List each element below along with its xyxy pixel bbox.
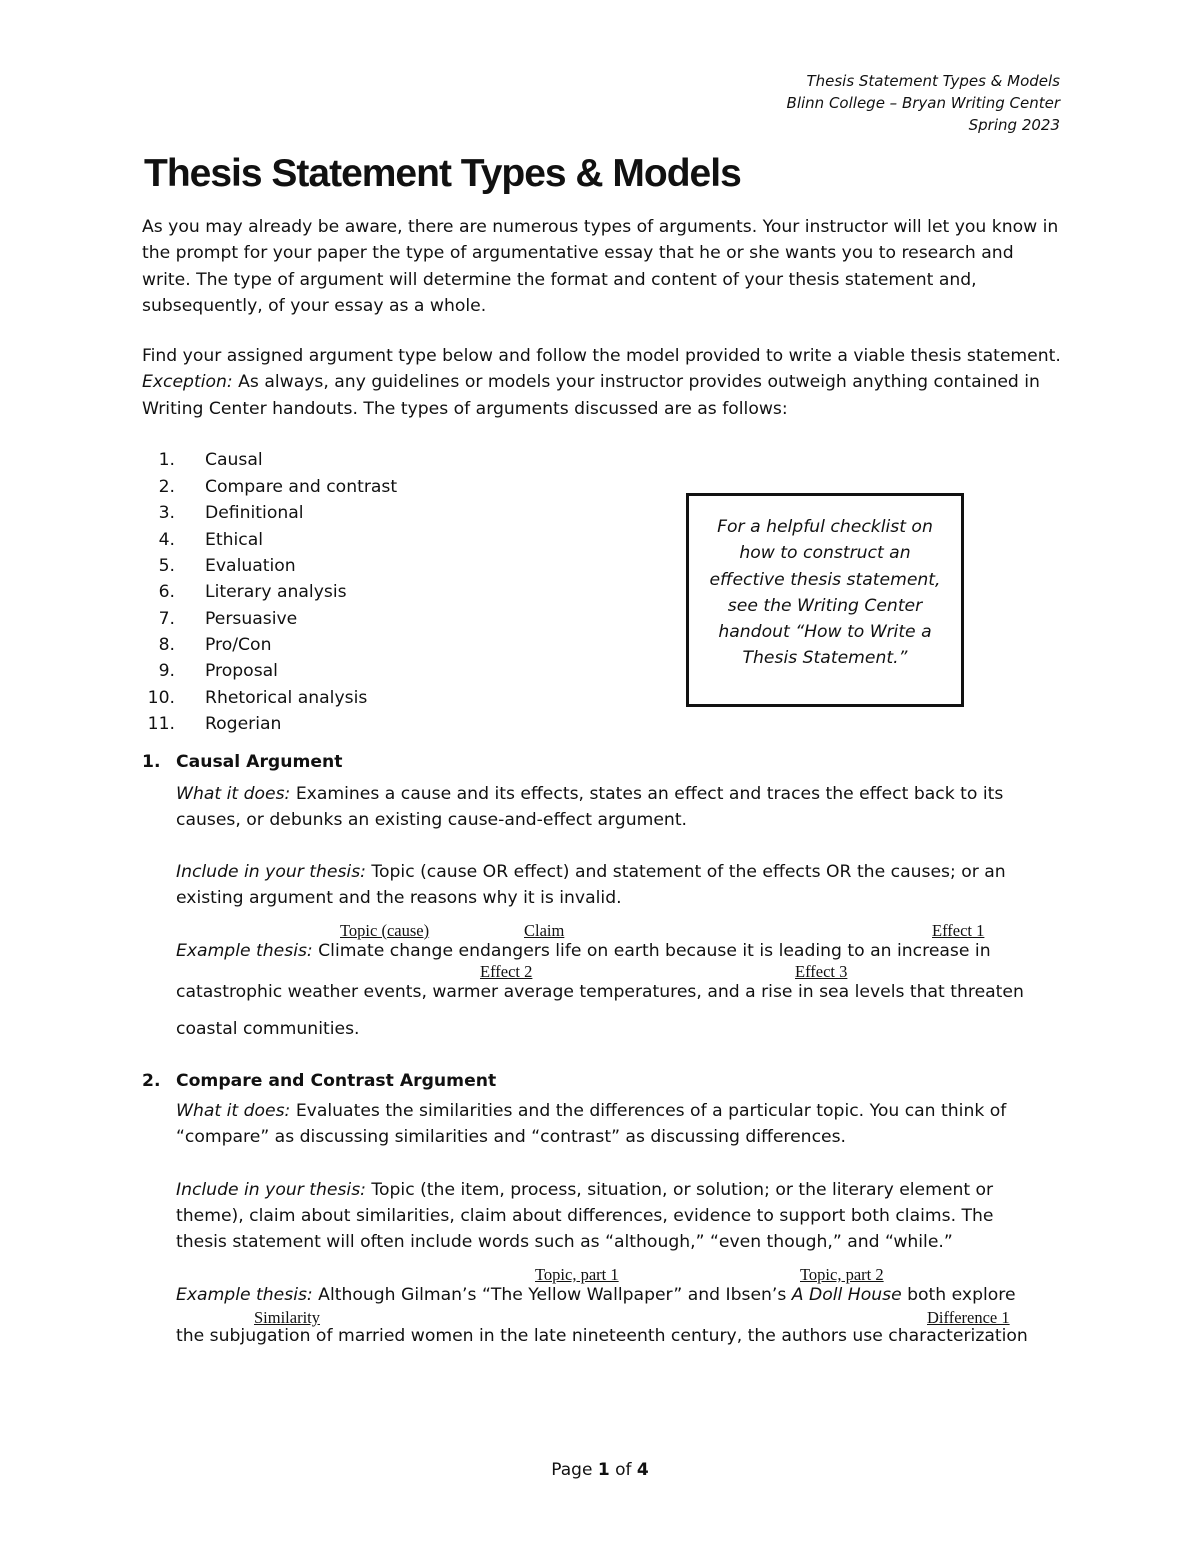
causal-what-line-1: What it does: Examines a cause and its effects, states an effect and traces the effect back to its — [176, 784, 1004, 804]
list-item: 1. Causal — [158, 450, 263, 470]
annotation-topic-part-1: Topic, part 1 — [535, 1265, 619, 1284]
callout-line: handout “How to Write a — [718, 622, 932, 643]
list-item: 6. Literary analysis — [158, 582, 347, 602]
callout-line: effective thesis statement, — [709, 569, 941, 590]
list-item: 4. Ethical — [158, 530, 264, 550]
header-term: Spring 2023 — [968, 116, 1060, 134]
header-institution: Blinn College – Bryan Writing Center — [786, 94, 1060, 112]
checklist-callout-box — [686, 493, 964, 707]
instructions-text-2: As always, any guidelines or models your instructor provides outweigh anything contained in Writing Center handouts. The types of arguments discussed are as follows: — [142, 372, 1040, 419]
list-item: 11. Rogerian — [147, 714, 282, 734]
callout-line: see the Writing Center — [727, 595, 923, 616]
compare-section-heading: 2. Compare and Contrast Argument — [142, 1071, 497, 1091]
list-item: 2. Compare and contrast — [158, 477, 398, 497]
compare-what-line-2: “compare” as discussing similarities and “contrast” as discussing differences. — [176, 1127, 847, 1147]
compare-include-line-1: Include in your thesis: Topic (the item, process, situation, or solution; or the literary element or — [176, 1180, 994, 1200]
causal-example-line-2: catastrophic weather events, warmer average temperatures, and a rise in sea levels that threaten — [176, 982, 1024, 1002]
page-footer: Page 1 of 4 — [551, 1460, 649, 1480]
page-title: Thesis Statement Types & Models — [144, 152, 741, 195]
annotation-topic-cause: Topic (cause) — [340, 921, 430, 940]
list-item: 7. Persuasive — [158, 609, 298, 629]
annotation-similarity: Similarity — [254, 1308, 320, 1327]
total-pages: 4 — [636, 1460, 649, 1480]
intro-paragraph: As you may already be aware, there are numerous types of arguments. Your instructor will let you know in the prompt for your paper the type of argumentative essay that he or she wants you to research and write. The type of argument will determine the format and content of your thesis statement and, subsequently, of your essay as a whole. — [142, 217, 1059, 317]
causal-example-line-1: Example thesis: Climate change endangers life on earth because it is leading to an increase in — [176, 941, 991, 961]
causal-example-line-3: coastal communities. — [176, 1019, 360, 1039]
current-page-number: 1 — [597, 1460, 610, 1480]
compare-include-line-3: thesis statement will often include words such as “although,” “even though,” and “while.” — [176, 1232, 953, 1252]
list-item: 10. Rhetorical analysis — [147, 688, 368, 708]
annotation-effect-2: Effect 2 — [480, 962, 533, 981]
compare-include-line-2: theme), claim about similarities, claim about differences, evidence to support both claims. The — [176, 1206, 994, 1226]
list-item: 3. Definitional — [158, 503, 304, 523]
instructions-text-1: Find your assigned argument type below and follow the model provided to write a viable thesis statement. — [142, 346, 1061, 366]
compare-example-line-1: Example thesis: Although Gilman’s “The Yellow Wallpaper” and Ibsen’s A Doll House both explore — [176, 1285, 1016, 1305]
list-item: 9. Proposal — [158, 661, 278, 681]
annotation-claim: Claim — [524, 921, 565, 940]
causal-include-line-1: Include in your thesis: Topic (cause OR effect) and statement of the effects OR the causes; or an — [176, 862, 1006, 882]
running-header — [787, 70, 1060, 136]
annotation-effect-3: Effect 3 — [795, 962, 848, 981]
causal-include-line-2: existing argument and the reasons why it is invalid. — [176, 888, 622, 908]
compare-what-line-1: What it does: Evaluates the similarities and the differences of a particular topic. You can think of — [176, 1101, 1007, 1121]
callout-line: For a helpful checklist on — [717, 517, 933, 537]
compare-example-line-2: the subjugation of married women in the late nineteenth century, the authors use characterization — [176, 1326, 1028, 1346]
annotation-difference-1: Difference 1 — [927, 1308, 1010, 1327]
header-title: Thesis Statement Types & Models — [806, 72, 1060, 90]
annotation-topic-part-2: Topic, part 2 — [800, 1265, 884, 1284]
callout-line: how to construct an — [739, 543, 911, 564]
causal-what-line-2: causes, or debunks an existing cause-and-effect argument. — [176, 810, 688, 830]
causal-section-heading: 1. Causal Argument — [142, 752, 343, 772]
callout-line: Thesis Statement.” — [742, 648, 908, 669]
annotation-effect-1: Effect 1 — [932, 921, 985, 940]
exception-label: Exception: — [142, 372, 233, 393]
instructions-paragraph — [142, 343, 1062, 422]
list-item: 8. Pro/Con — [158, 635, 272, 655]
list-item: 5. Evaluation — [158, 556, 296, 576]
